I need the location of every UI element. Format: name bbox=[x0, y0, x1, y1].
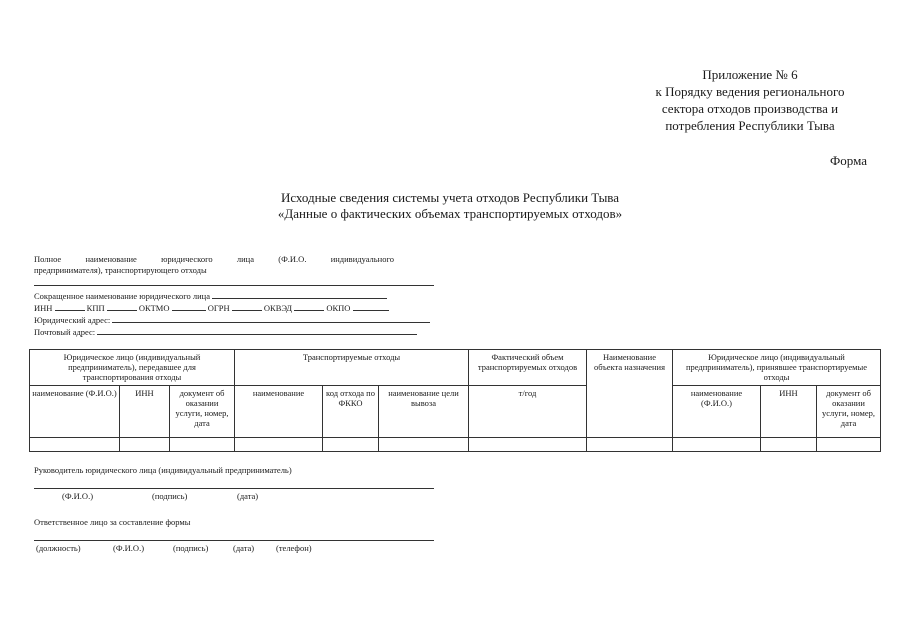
oktmo-field[interactable] bbox=[172, 302, 206, 311]
kpp-label: КПП bbox=[86, 303, 105, 313]
okved-field[interactable] bbox=[294, 302, 324, 311]
group-waste-header: Транспортируемые отходы bbox=[235, 350, 469, 386]
appendix-line: Приложение № 6 bbox=[702, 67, 798, 82]
table-cell[interactable] bbox=[30, 438, 120, 452]
head-signature-field[interactable] bbox=[34, 488, 434, 489]
table-row bbox=[30, 438, 881, 452]
inn-field[interactable] bbox=[55, 302, 85, 311]
appendix-line: сектора отходов производства и bbox=[661, 101, 839, 116]
receiver-inn-header: ИНН bbox=[761, 386, 817, 438]
title-line-1: Исходные сведения системы учета отходов Республики Тыва bbox=[280, 190, 620, 205]
okpo-field[interactable] bbox=[353, 302, 389, 311]
kpp-field[interactable] bbox=[107, 302, 137, 311]
responsible-fio-caption: (Ф.И.О.) bbox=[113, 543, 145, 553]
table-cell[interactable] bbox=[170, 438, 235, 452]
responsible-signature-field[interactable] bbox=[34, 540, 434, 541]
sender-document-header: документ об оказании услуги, номер, дата bbox=[170, 386, 235, 438]
ogrn-field[interactable] bbox=[232, 302, 262, 311]
header-fields bbox=[34, 254, 394, 276]
group-receiver-header: Юридическое лицо (индивидуальный предприниматель), принявшее транспортируемые отходы bbox=[673, 350, 881, 386]
codes-row bbox=[34, 302, 389, 314]
group-sender-header: Юридическое лицо (индивидуальный предприниматель), передавшее для транспортирования отходы bbox=[30, 350, 235, 386]
sender-name-header: наименование (Ф.И.О.) bbox=[30, 386, 120, 438]
group-destination-header: Наименование объекта назначения bbox=[587, 350, 673, 438]
waste-fkko-code-header: код отхода по ФККО bbox=[323, 386, 379, 438]
table-cell[interactable] bbox=[323, 438, 379, 452]
responsible-position-caption: (должность) bbox=[36, 543, 81, 553]
table-cell[interactable] bbox=[469, 438, 587, 452]
legal-address-label: Юридический адрес: bbox=[34, 315, 111, 325]
group-volume-header: Фактический объем транспортируемых отходов bbox=[469, 350, 587, 386]
form-label: Форма bbox=[830, 153, 867, 168]
responsible-phone-caption: (телефон) bbox=[276, 543, 312, 553]
oktmo-label: ОКТМО bbox=[138, 303, 170, 313]
table-column-header-row bbox=[30, 386, 881, 438]
legal-address-field[interactable] bbox=[112, 314, 430, 323]
short-name-row bbox=[34, 290, 387, 302]
table-cell[interactable] bbox=[120, 438, 170, 452]
full-name-label-1: Полное наименование юридического лица (Ф.И.О. индивидуального bbox=[34, 254, 394, 264]
postal-address-row bbox=[34, 326, 417, 338]
table-group-header-row bbox=[30, 350, 881, 386]
table-cell[interactable] bbox=[761, 438, 817, 452]
head-signature-caption: (подпись) bbox=[152, 491, 188, 501]
table-cell[interactable] bbox=[587, 438, 673, 452]
legal-address-row bbox=[34, 314, 430, 326]
transport-table bbox=[29, 349, 881, 452]
head-fio-caption: (Ф.И.О.) bbox=[62, 491, 94, 501]
sender-inn-header: ИНН bbox=[120, 386, 170, 438]
document-title bbox=[180, 190, 720, 222]
responsible-date-caption: (дата) bbox=[233, 543, 255, 553]
receiver-name-header: наименование (Ф.И.О.) bbox=[673, 386, 761, 438]
head-date-caption: (дата) bbox=[237, 491, 259, 501]
responsible-signature-caption: (подпись) bbox=[173, 543, 209, 553]
appendix-line: потребления Республики Тыва bbox=[665, 118, 835, 133]
okpo-label: ОКПО bbox=[326, 303, 351, 313]
short-name-field[interactable] bbox=[212, 290, 387, 299]
postal-address-field[interactable] bbox=[97, 326, 417, 335]
waste-purpose-header: наименование цели вывоза bbox=[379, 386, 469, 438]
head-signature-label: Руководитель юридического лица (индивидуальный предприниматель) bbox=[34, 465, 292, 475]
receiver-document-header: документ об оказании услуги, номер, дата bbox=[817, 386, 881, 438]
table-cell[interactable] bbox=[673, 438, 761, 452]
waste-name-header: наименование bbox=[235, 386, 323, 438]
appendix-block bbox=[600, 66, 900, 134]
full-name-label-2: предпринимателя), транспортирующего отходы bbox=[34, 265, 207, 275]
appendix-line: к Порядку ведения регионального bbox=[655, 84, 845, 99]
volume-unit-header: т/год bbox=[469, 386, 587, 438]
ogrn-label: ОГРН bbox=[207, 303, 230, 313]
full-name-field[interactable] bbox=[34, 285, 434, 286]
short-name-label: Сокращенное наименование юридического лица bbox=[34, 291, 210, 301]
table-cell[interactable] bbox=[235, 438, 323, 452]
table-cell[interactable] bbox=[379, 438, 469, 452]
postal-address-label: Почтовый адрес: bbox=[34, 327, 96, 337]
responsible-label: Ответственное лицо за составление формы bbox=[34, 517, 191, 527]
table-cell[interactable] bbox=[817, 438, 881, 452]
inn-label: ИНН bbox=[34, 303, 53, 313]
okved-label: ОКВЭД bbox=[263, 303, 293, 313]
title-line-2: «Данные о фактических объемах транспортируемых отходов» bbox=[277, 206, 623, 221]
